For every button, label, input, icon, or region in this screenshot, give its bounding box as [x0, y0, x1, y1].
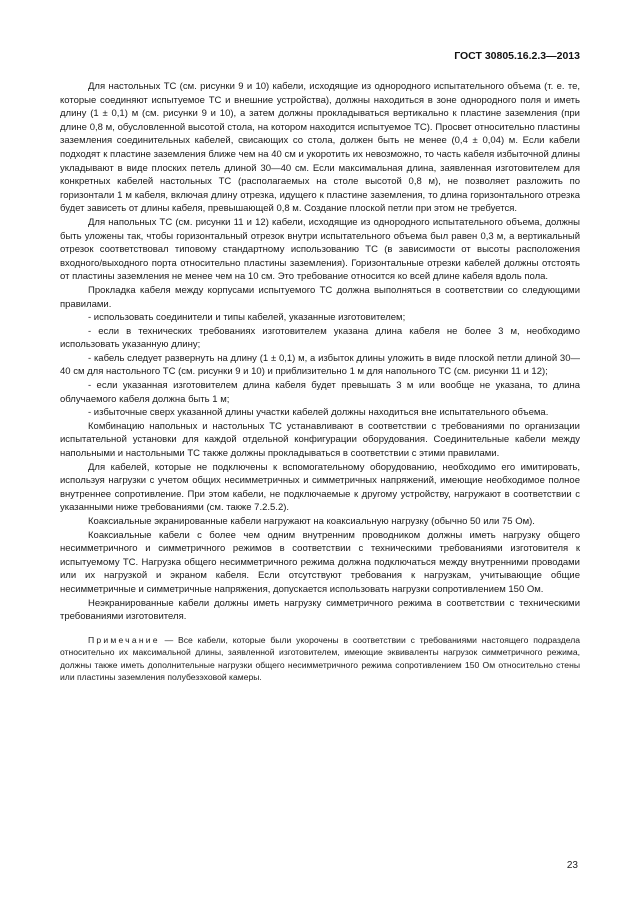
list-item-connectors: - использовать соединители и типы кабелей, указанные изготовителем; [88, 312, 406, 324]
list-item-long-cable: - если указанная изготовителем длина кабеля будет превышать 3 м или вообще не указана, то длина облучаемого кабеля должна быть 1 м; [60, 380, 580, 405]
page-number: 23 [566, 860, 578, 871]
paragraph-unshielded: Неэкранированные кабели должны иметь нагрузку симметричного режима в соответствии с техническими требованиями изготовителя. [60, 597, 580, 623]
paragraph-unconnected-cables: Для кабелей, которые не подключены к вспомогательному оборудованию, необходимо его имитировать, используя нагрузки с учетом общих несимметричных и симметричных напряжений, имеющие необходимое полное внутреннее сопротивление. При этом кабели, не подключаемые к другому устройству, нагружают в соответствии с указанными ниже требованиями (см. также 7.2.5.2). [60, 461, 580, 514]
list-item-excess-length: - избыточные сверх указанной длины участки кабелей должны находиться вне испытательного объема. [88, 407, 549, 419]
paragraph-floor-cables: Для напольных ТС (см. рисунки 11 и 12) кабели, исходящие из однородного испытательного объема, должны быть уложены так, чтобы горизонтальный отрезок внутри испытательного объема был равен 0,3 м, а вертикальный отрезок соответствовал типовому стандартному использованию ТС (в зависимости от высоты расположения входного/выходного порта относительно пластины заземления). Горизонтальные отрезки кабелей должны отстоять от пластины заземления не менее чем на 10 см. Это требование относится ко всей длине кабеля вдоль пола. [60, 216, 580, 283]
paragraph-coaxial-multi-conductor: Коаксиальные кабели с более чем одним внутренним проводником должны иметь нагрузку общего несимметричного и симметричного режимов в соответствии с техническими требованиями изготовителя к испытуемому ТС. Нагрузка общего несимметричного режима должна подключаться между внутренними проводами или их нагрузкой и экраном кабеля. Если отсутствуют требования к нагрузкам, учитывающие общие несимметричные и симметричные напряжения, допускается использовать нагрузки сопротивлением 150 Ом. [60, 529, 580, 595]
list-item-cable-length: - если в технических требованиях изготовителем указана длина кабеля не более 3 м, необходимо использовать указанную длину; [60, 325, 580, 351]
paragraph-tabletop-cables: Для настольных ТС (см. рисунки 9 и 10) кабели, исходящие из однородного испытательного объема (т. е. те, которые соединяют испытуемое ТС и внешние устройства), должны находиться в зоне однородного поля и иметь длину (1 ± 0,1) м (см. рисунки 9 и 10), а затем должны прокладываться вертикально к пластине заземления (при длине 0,8 м, обусловленной высотой стола, на котором находится испытуемое ТС). Просвет относительно пластины заземления соединительных кабелей, свисающих со стола, должен быть не менее (0,4 ± 0,04) м. Если кабели подходят к пластине заземления ближе чем на 40 см и укоротить их невозможно, то часть кабеля избыточной длины укладывают в виде плоских петель длиной 30—40 см. Если максимальная длина, заявленная изготовителем для конкретных кабелей настольных ТС (располагаемых на столе высотой 0,8 м), не позволяет разложить по горизонтали 1 м кабеля, включая длину отрезка, идущего к пластине заземления, то длина горизонтального отрезка будет зависеть от длины кабеля, превышающей 0,8 м. Создание плоской петли при этом не требуется. [60, 81, 580, 215]
paragraph-coaxial-shielded: Коаксиальные экранированные кабели нагружают на коаксиальную нагрузку (обычно 50 или 75 Ом). [88, 516, 535, 527]
note-paragraph [60, 634, 580, 684]
list-item-unroll-cable: - кабель следует развернуть на длину (1 ± 0,1) м, а избыток длины уложить в виде плоской петли длиной 30—40 см для настольного ТС (см. рисунки 9 и 10) и приблизительно 1 м для напольного ТС (см. рисунки 11 и 12); [60, 352, 580, 378]
note-dash: — [159, 634, 179, 645]
body-text [60, 80, 580, 683]
paragraph-cable-routing-rules: Прокладка кабеля между корпусами испытуемого ТС должна выполняться в соответствии со следующими правилами. [60, 284, 580, 310]
paragraph-combination: Комбинацию напольных и настольных ТС устанавливают в соответствии с требованиями по организации испытательной установки для каждой отдельной конфигурации оборудования. Соединительные кабели между напольными и настольными ТС также должны прокладываться в соответствии с этими правилами. [60, 420, 580, 460]
standard-header: ГОСТ 30805.16.2.3—2013 [454, 50, 580, 62]
note-text: Все кабели, которые были укорочены в соответствии с требованиями настоящего подраздела относительно их максимальной длины, заявленной изготовителем, имеющие эквиваленты нагрузок симметричного режима, должны также иметь дополнительные нагрузки общего несимметричного режима сопротивлением 150 Ом относительно стены или пластины заземления полубезэховой камеры. [60, 634, 580, 682]
note-label: Примечание [88, 634, 160, 645]
